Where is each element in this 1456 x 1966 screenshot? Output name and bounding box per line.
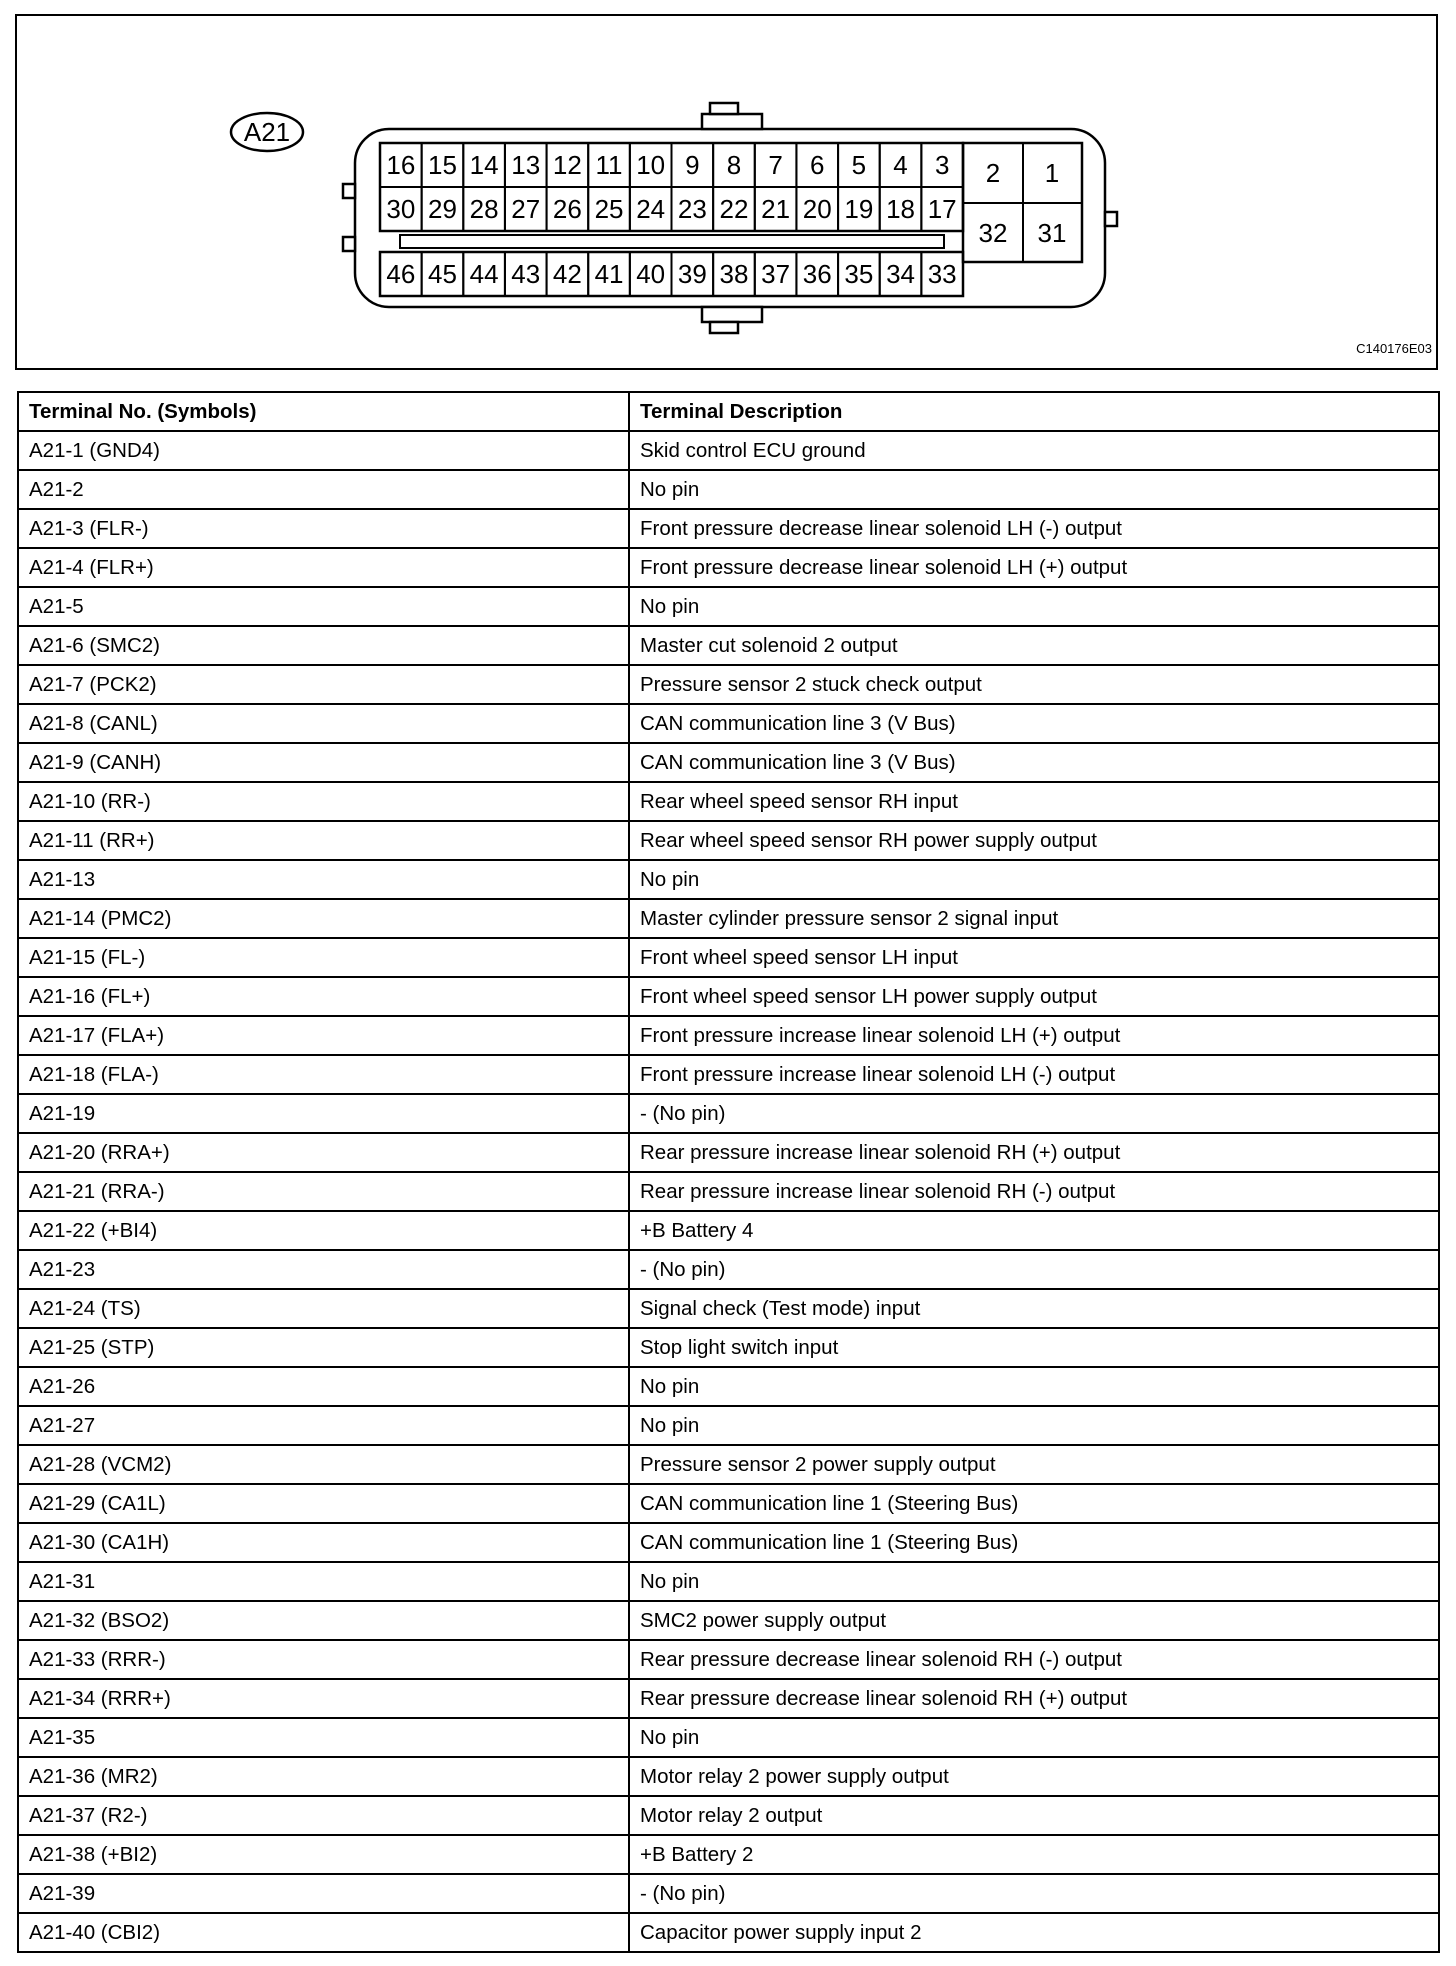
terminal-description-cell: Skid control ECU ground	[629, 431, 1439, 470]
terminal-description-cell: Master cylinder pressure sensor 2 signal input	[629, 899, 1439, 938]
pin-23: 23	[677, 194, 707, 224]
table-row	[18, 1523, 1439, 1562]
pin-31: 31	[1037, 218, 1067, 248]
right-nub	[1105, 212, 1117, 226]
table-row	[18, 1055, 1439, 1094]
pin-32: 32	[978, 218, 1008, 248]
terminal-no-cell: A21-30 (CA1H)	[18, 1523, 629, 1562]
connector-label: A21	[243, 117, 291, 147]
terminal-description-cell: - (No pin)	[629, 1250, 1439, 1289]
terminal-description-cell: CAN communication line 1 (Steering Bus)	[629, 1523, 1439, 1562]
bottom-lock-latch	[710, 322, 738, 333]
terminal-no-cell: A21-9 (CANH)	[18, 743, 629, 782]
terminal-description-cell: Rear wheel speed sensor RH power supply output	[629, 821, 1439, 860]
table-row	[18, 1601, 1439, 1640]
table-row	[18, 1016, 1439, 1055]
pin-1: 1	[1044, 158, 1060, 188]
terminal-no-cell: A21-1 (GND4)	[18, 431, 629, 470]
terminal-no-cell: A21-16 (FL+)	[18, 977, 629, 1016]
pin-9: 9	[685, 150, 700, 180]
table-row	[18, 899, 1439, 938]
terminal-no-cell: A21-18 (FLA-)	[18, 1055, 629, 1094]
terminal-description-cell: Rear pressure increase linear solenoid RH (-) output	[629, 1172, 1439, 1211]
connector-diagram	[15, 14, 1438, 370]
terminal-no-cell: A21-31	[18, 1562, 629, 1601]
terminal-description-cell: Rear pressure decrease linear solenoid RH (+) output	[629, 1679, 1439, 1718]
table-row	[18, 1211, 1439, 1250]
pin-4: 4	[893, 150, 908, 180]
pin-33: 33	[927, 259, 957, 289]
header-terminal-description: Terminal Description	[629, 392, 1439, 431]
terminal-no-cell: A21-38 (+BI2)	[18, 1835, 629, 1874]
table-row	[18, 1718, 1439, 1757]
pin-27: 27	[511, 194, 541, 224]
terminal-description-cell: No pin	[629, 1562, 1439, 1601]
terminal-description-cell: SMC2 power supply output	[629, 1601, 1439, 1640]
terminal-no-cell: A21-29 (CA1L)	[18, 1484, 629, 1523]
pin-42: 42	[552, 259, 582, 289]
pin-11: 11	[595, 150, 623, 180]
table-row	[18, 587, 1439, 626]
pin-39: 39	[677, 259, 707, 289]
terminal-no-cell: A21-8 (CANL)	[18, 704, 629, 743]
pin-25: 25	[594, 194, 624, 224]
terminal-description-cell: No pin	[629, 1406, 1439, 1445]
bottom-lock-tab	[702, 307, 762, 322]
terminal-no-cell: A21-20 (RRA+)	[18, 1133, 629, 1172]
table-row	[18, 1406, 1439, 1445]
table-row	[18, 1640, 1439, 1679]
table-row	[18, 1562, 1439, 1601]
pin-26: 26	[552, 194, 582, 224]
table-row	[18, 1250, 1439, 1289]
terminal-description-cell: Rear pressure decrease linear solenoid RH (-) output	[629, 1640, 1439, 1679]
terminal-no-cell: A21-40 (CBI2)	[18, 1913, 629, 1952]
figure-code: C140176E03	[1356, 341, 1432, 356]
header-terminal-no: Terminal No. (Symbols)	[18, 392, 629, 431]
pin-46: 46	[386, 259, 416, 289]
pin-21: 21	[761, 194, 791, 224]
terminal-description-cell: No pin	[629, 470, 1439, 509]
terminal-description-cell: Pressure sensor 2 power supply output	[629, 1445, 1439, 1484]
pin-20: 20	[802, 194, 832, 224]
pin-10: 10	[636, 150, 666, 180]
terminal-no-cell: A21-14 (PMC2)	[18, 899, 629, 938]
terminal-no-cell: A21-23	[18, 1250, 629, 1289]
pin-8: 8	[726, 150, 742, 180]
table-row	[18, 1835, 1439, 1874]
terminal-no-cell: A21-34 (RRR+)	[18, 1679, 629, 1718]
pin-6: 6	[810, 150, 825, 180]
pin-28: 28	[469, 194, 499, 224]
terminal-no-cell: A21-37 (R2-)	[18, 1796, 629, 1835]
terminal-no-cell: A21-11 (RR+)	[18, 821, 629, 860]
terminal-description-cell: Motor relay 2 output	[629, 1796, 1439, 1835]
terminal-description-cell: Master cut solenoid 2 output	[629, 626, 1439, 665]
terminal-description-cell: No pin	[629, 860, 1439, 899]
terminal-no-cell: A21-32 (BSO2)	[18, 1601, 629, 1640]
pin-43: 43	[511, 259, 541, 289]
terminal-description-cell: CAN communication line 3 (V Bus)	[629, 704, 1439, 743]
terminal-description-cell: Motor relay 2 power supply output	[629, 1757, 1439, 1796]
table-row	[18, 1133, 1439, 1172]
table-row	[18, 1679, 1439, 1718]
table-row	[18, 626, 1439, 665]
pin-36: 36	[802, 259, 832, 289]
terminal-description-cell: No pin	[629, 587, 1439, 626]
terminal-no-cell: A21-5	[18, 587, 629, 626]
top-lock-tab	[702, 114, 762, 129]
table-row	[18, 1913, 1439, 1952]
table-row	[18, 470, 1439, 509]
terminal-description-cell: Rear pressure increase linear solenoid RH (+) output	[629, 1133, 1439, 1172]
terminal-no-cell: A21-13	[18, 860, 629, 899]
terminal-description-cell: Front pressure increase linear solenoid LH (-) output	[629, 1055, 1439, 1094]
terminal-no-cell: A21-24 (TS)	[18, 1289, 629, 1328]
terminal-description-cell: +B Battery 4	[629, 1211, 1439, 1250]
table-body	[18, 431, 1439, 1952]
table-row	[18, 1484, 1439, 1523]
pin-37: 37	[761, 259, 791, 289]
terminal-description-cell: No pin	[629, 1718, 1439, 1757]
table-row	[18, 1094, 1439, 1133]
left-nub-lower	[343, 237, 355, 251]
terminal-description-cell: Stop light switch input	[629, 1328, 1439, 1367]
pin-24: 24	[636, 194, 666, 224]
pin-15: 15	[428, 150, 457, 180]
table-row	[18, 704, 1439, 743]
pin-22: 22	[719, 194, 749, 224]
terminal-no-cell: A21-39	[18, 1874, 629, 1913]
table-row	[18, 782, 1439, 821]
terminal-no-cell: A21-7 (PCK2)	[18, 665, 629, 704]
terminal-no-cell: A21-21 (RRA-)	[18, 1172, 629, 1211]
terminal-description-cell: Signal check (Test mode) input	[629, 1289, 1439, 1328]
pin-16: 16	[386, 150, 416, 180]
pin-13: 13	[511, 150, 541, 180]
top-lock-latch	[710, 103, 738, 114]
terminal-table	[17, 391, 1440, 1953]
table-row	[18, 1289, 1439, 1328]
pin-14: 14	[469, 150, 499, 180]
terminal-description-cell: - (No pin)	[629, 1874, 1439, 1913]
pin-40: 40	[636, 259, 666, 289]
pin-44: 44	[469, 259, 499, 289]
table-row	[18, 1757, 1439, 1796]
pin-17: 17	[927, 194, 957, 224]
pin-45: 45	[428, 259, 457, 289]
pin-7: 7	[768, 150, 783, 180]
terminal-no-cell: A21-22 (+BI4)	[18, 1211, 629, 1250]
keying-slot	[400, 235, 944, 248]
terminal-no-cell: A21-28 (VCM2)	[18, 1445, 629, 1484]
terminal-description-cell: Front wheel speed sensor LH power supply output	[629, 977, 1439, 1016]
table-row	[18, 1328, 1439, 1367]
table-row	[18, 1367, 1439, 1406]
pin-35: 35	[844, 259, 874, 289]
pin-18: 18	[886, 194, 915, 224]
table-row	[18, 860, 1439, 899]
terminal-no-cell: A21-10 (RR-)	[18, 782, 629, 821]
pin-12: 12	[552, 150, 582, 180]
table-row	[18, 821, 1439, 860]
left-nub-upper	[343, 184, 355, 198]
table-row	[18, 938, 1439, 977]
table-row	[18, 1796, 1439, 1835]
terminal-description-cell: Front pressure increase linear solenoid LH (+) output	[629, 1016, 1439, 1055]
terminal-no-cell: A21-3 (FLR-)	[18, 509, 629, 548]
pin-5: 5	[851, 150, 867, 180]
terminal-no-cell: A21-26	[18, 1367, 629, 1406]
terminal-no-cell: A21-27	[18, 1406, 629, 1445]
pin-29: 29	[428, 194, 457, 224]
table-row	[18, 431, 1439, 470]
terminal-description-cell: Capacitor power supply input 2	[629, 1913, 1439, 1952]
terminal-description-cell: Pressure sensor 2 stuck check output	[629, 665, 1439, 704]
table-row	[18, 1445, 1439, 1484]
table-header-row	[18, 392, 1439, 431]
terminal-no-cell: A21-15 (FL-)	[18, 938, 629, 977]
pin-41: 41	[594, 259, 624, 289]
pin-3: 3	[934, 150, 950, 180]
terminal-no-cell: A21-35	[18, 1718, 629, 1757]
table-row	[18, 548, 1439, 587]
terminal-description-cell: No pin	[629, 1367, 1439, 1406]
terminal-description-cell: Rear wheel speed sensor RH input	[629, 782, 1439, 821]
terminal-no-cell: A21-33 (RRR-)	[18, 1640, 629, 1679]
terminal-description-cell: Front wheel speed sensor LH input	[629, 938, 1439, 977]
terminal-no-cell: A21-17 (FLA+)	[18, 1016, 629, 1055]
terminal-description-cell: Front pressure decrease linear solenoid LH (-) output	[629, 509, 1439, 548]
table-row	[18, 665, 1439, 704]
terminal-no-cell: A21-6 (SMC2)	[18, 626, 629, 665]
terminal-no-cell: A21-19	[18, 1094, 629, 1133]
terminal-description-cell: - (No pin)	[629, 1094, 1439, 1133]
pin-19: 19	[844, 194, 874, 224]
pin-38: 38	[719, 259, 749, 289]
terminal-no-cell: A21-2	[18, 470, 629, 509]
pin-2: 2	[985, 158, 1001, 188]
terminal-no-cell: A21-4 (FLR+)	[18, 548, 629, 587]
terminal-description-cell: Front pressure decrease linear solenoid LH (+) output	[629, 548, 1439, 587]
table-row	[18, 743, 1439, 782]
table-row	[18, 977, 1439, 1016]
pin-34: 34	[886, 259, 915, 289]
table-row	[18, 1874, 1439, 1913]
pin-30: 30	[386, 194, 416, 224]
table-row	[18, 509, 1439, 548]
terminal-description-cell: CAN communication line 3 (V Bus)	[629, 743, 1439, 782]
table-row	[18, 1172, 1439, 1211]
terminal-no-cell: A21-25 (STP)	[18, 1328, 629, 1367]
terminal-description-cell: +B Battery 2	[629, 1835, 1439, 1874]
pin-grid	[380, 143, 963, 296]
terminal-description-cell: CAN communication line 1 (Steering Bus)	[629, 1484, 1439, 1523]
connector-drawing	[17, 16, 1440, 372]
terminal-no-cell: A21-36 (MR2)	[18, 1757, 629, 1796]
